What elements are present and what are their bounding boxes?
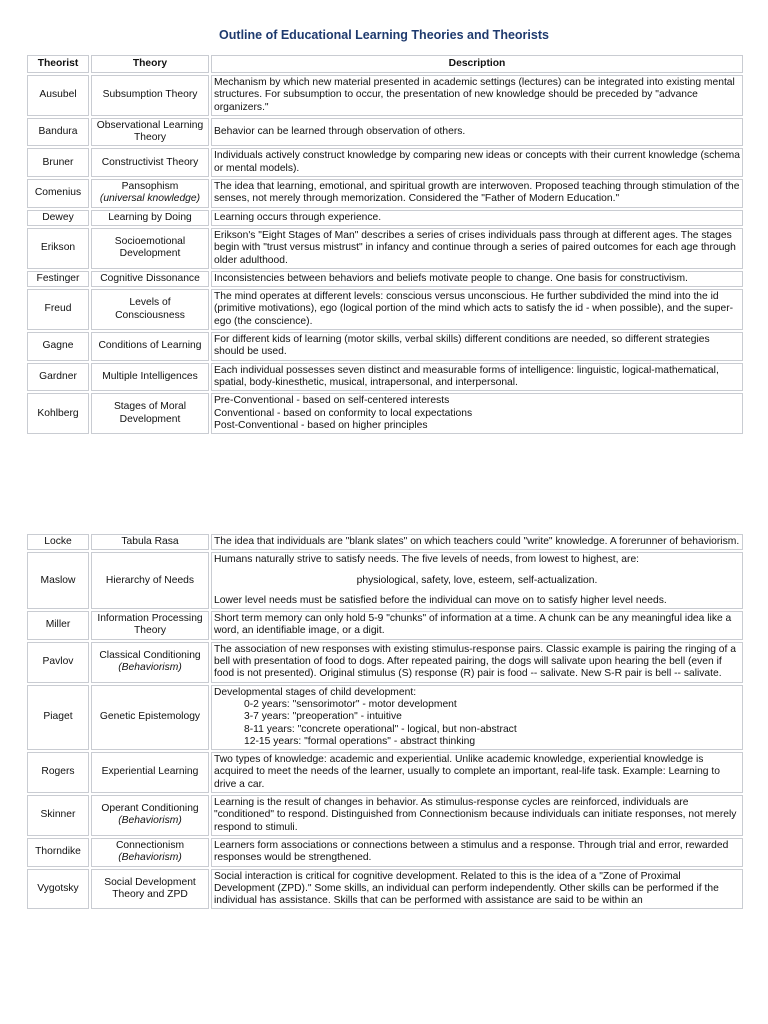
description-cell: The idea that individuals are "blank slates" on which teachers could "write" knowledge. A forerunner of behaviorism.	[211, 534, 743, 550]
theorist-cell: Skinner	[27, 795, 89, 836]
theory-cell	[91, 642, 209, 683]
theory-cell	[91, 795, 209, 836]
theory-cell: Stages of Moral Development	[91, 393, 209, 434]
theory-subtitle: (Behaviorism)	[118, 852, 182, 864]
theories-table-part-2	[25, 532, 745, 911]
description-line: Conventional - based on conformity to local expectations	[214, 407, 473, 419]
theory-subtitle: (universal knowledge)	[99, 193, 201, 205]
table-row	[27, 179, 743, 208]
theorist-cell: Bandura	[27, 118, 89, 147]
theory-cell: Hierarchy of Needs	[91, 552, 209, 609]
theory-name: Classical Conditioning	[99, 649, 201, 661]
description-cell: Learning occurs through experience.	[211, 210, 743, 226]
table-row	[27, 869, 743, 910]
theory-cell	[91, 611, 209, 640]
description-line: physiological, safety, love, esteem, self-actualization.	[356, 574, 598, 586]
theorist-cell: Rogers	[27, 752, 89, 793]
theorist-cell: Thorndike	[27, 838, 89, 867]
table-row	[27, 148, 743, 177]
header-description: Description	[211, 55, 743, 73]
theorist-cell: Erikson	[27, 228, 89, 269]
description-cell: The idea that learning, emotional, and spiritual growth are interwoven. Proposed teaching through stimulation of the senses, not merely through memorization. Considered the "Father of Modern Education."	[211, 179, 743, 208]
description-line: Post-Conventional - based on higher principles	[214, 419, 428, 431]
theory-name: Conditions of Learning	[98, 340, 202, 352]
description-line: 12-15 years: "formal operations" - abstract thinking	[244, 735, 476, 747]
table-row	[27, 210, 743, 226]
description-cell: Mechanism by which new material presented in academic settings (lectures) can be integrated into existing mental structures. For subsumption to occur, the presentation of new knowledge should be preceded by "advance organizers."	[211, 75, 743, 116]
table-row	[27, 838, 743, 867]
table-row	[27, 363, 743, 392]
table-row	[27, 75, 743, 116]
description-cell: Behavior can be learned through observation of others.	[211, 118, 743, 147]
theory-name: Pansophism	[121, 181, 179, 193]
theory-cell	[91, 869, 209, 910]
theorist-cell: Vygotsky	[27, 869, 89, 910]
theorist-cell: Festinger	[27, 271, 89, 287]
theorist-cell: Pavlov	[27, 642, 89, 683]
theory-name: Multiple Intelligences	[102, 370, 198, 382]
description-cell: For different kids of learning (motor skills, verbal skills) different conditions are needed, so different strategies should be used.	[211, 332, 743, 361]
header-theorist: Theorist	[27, 55, 89, 73]
theorist-cell: Gagne	[27, 332, 89, 361]
theorist-cell: Miller	[27, 611, 89, 640]
theory-cell	[91, 148, 209, 177]
theory-cell	[91, 210, 209, 226]
theorist-cell: Dewey	[27, 210, 89, 226]
description-cell: Social interaction is critical for cognitive development. Related to this is the idea of a "Zone of Proximal Development (ZPD)." Some skills, an individual can perform independently. Other skills can be performed if the individual has assistance. Skills that can be performed with assistance are said to be within an	[211, 869, 743, 910]
description-cell: Learning is the result of changes in behavior. As stimulus-response cycles are reinforced, individuals are "conditioned" to respond. Distinguished from Connectionism because individuals can initiate responses, not merely respond to stimuli.	[211, 795, 743, 836]
theorist-cell: Bruner	[27, 148, 89, 177]
theory-name: Experiential Learning	[101, 766, 199, 778]
description-cell: The association of new responses with existing stimulus-response pairs. Classic example is pairing the ringing of a bell with presentation of food to dogs. After repeated pairing, the dogs will salivate upon hearing the bell (even if food is not presented). Original stimulus (S) response (R) pair is food -- salivate. New S-R pair is bell -- salivate.	[211, 642, 743, 683]
description-cell: Short term memory can only hold 5-9 "chunks" of information at a time. A chunk can be any meaningful idea like a word, an identifiable image, or a digit.	[211, 611, 743, 640]
theory-name: Operant Conditioning	[101, 803, 199, 815]
table-row	[27, 534, 743, 550]
theorist-cell: Ausubel	[27, 75, 89, 116]
theory-name: Cognitive Dissonance	[100, 272, 200, 284]
theory-name: Socioemotional Development	[114, 236, 186, 260]
description-cell: Two types of knowledge: academic and experiential. Unlike academic knowledge, experiential knowledge is acquired to meet the needs of the learner, usually to complete an important, real-life task. Example: Learning to drive a car.	[211, 752, 743, 793]
theory-cell	[91, 179, 209, 208]
table-row	[27, 289, 743, 330]
theory-cell	[91, 752, 209, 793]
theory-cell: Genetic Epistemology	[91, 685, 209, 750]
theory-subtitle: (Behaviorism)	[118, 662, 182, 674]
table-row	[27, 642, 743, 683]
theorist-cell: Gardner	[27, 363, 89, 392]
page-title: Outline of Educational Learning Theories and Theorists	[219, 28, 549, 42]
theorist-cell: Freud	[27, 289, 89, 330]
theory-name: Levels of Consciousness	[115, 297, 185, 321]
theorist-cell: Maslow	[27, 552, 89, 609]
description-cell: Learners form associations or connections between a stimulus and a response. Through trial and error, rewarded responses would be strengthened.	[211, 838, 743, 867]
header-theory: Theory	[91, 55, 209, 73]
table-row	[27, 118, 743, 147]
theory-cell: Tabula Rasa	[91, 534, 209, 550]
theory-name: Information Processing Theory	[97, 613, 203, 637]
description-cell: Individuals actively construct knowledge by comparing new ideas or concepts with their current knowledge (schema or mental models).	[211, 148, 743, 177]
description-cell: The mind operates at different levels: conscious versus unconscious. He further subdivided the mind into the id (primitive motivations), ego (logical portion of the mind which acts to satisfy the id - when possible), and the super-ego (the conscience).	[211, 289, 743, 330]
description-line: 3-7 years: "preoperation" - intuitive	[244, 711, 402, 723]
description-cell	[211, 393, 743, 434]
description-cell	[211, 552, 743, 609]
description-line: 0-2 years: "sensorimotor" - motor development	[244, 698, 457, 710]
table-header-row	[27, 55, 743, 73]
theorist-cell: Kohlberg	[27, 393, 89, 434]
theory-cell	[91, 228, 209, 269]
description-line: 8-11 years: "concrete operational" - logical, but non-abstract	[244, 723, 517, 735]
theories-table-part-1	[25, 53, 745, 436]
table-row	[27, 611, 743, 640]
theory-cell	[91, 118, 209, 147]
table-row	[27, 393, 743, 434]
theory-name: Observational Learning Theory	[96, 119, 204, 144]
theorist-cell: Locke	[27, 534, 89, 550]
theory-name: Subsumption Theory	[102, 89, 198, 101]
description-cell: Erikson's "Eight Stages of Man" describes a series of crises individuals pass through at different ages. The stages begin with "trust versus mistrust" in infancy and continue through a series of paired outcomes for each age through older adulthood.	[211, 228, 743, 269]
theory-subtitle: (Behaviorism)	[118, 815, 182, 827]
description-line: Lower level needs must be satisfied before the individual can move on to satisfy higher level needs.	[214, 594, 667, 606]
description-cell: Each individual possesses seven distinct and measurable forms of intelligence: linguistic, logical-mathematical, spatial, body-kinesthetic, musical, intrapersonal, and interpersonal.	[211, 363, 743, 392]
table-row	[27, 332, 743, 361]
theory-name: Constructivist Theory	[101, 156, 199, 168]
theory-cell	[91, 363, 209, 392]
theory-cell	[91, 289, 209, 330]
theorist-cell: Comenius	[27, 179, 89, 208]
table-row	[27, 795, 743, 836]
theory-name: Learning by Doing	[108, 211, 192, 223]
theory-name: Social Development Theory and ZPD	[104, 876, 196, 900]
theory-cell	[91, 838, 209, 867]
theorist-cell: Piaget	[27, 685, 89, 750]
description-cell: Inconsistencies between behaviors and beliefs motivate people to change. One basis for constructivism.	[211, 271, 743, 287]
table-row	[27, 228, 743, 269]
theory-cell	[91, 75, 209, 116]
table-row	[27, 271, 743, 287]
description-line: Pre-Conventional - based on self-centered interests	[214, 395, 450, 407]
table-row	[27, 552, 743, 609]
table-row	[27, 752, 743, 793]
description-line: Humans naturally strive to satisfy needs. The five levels of needs, from lowest to highest, are:	[214, 554, 640, 566]
theory-cell	[91, 271, 209, 287]
table-row	[27, 685, 743, 750]
description-cell	[211, 685, 743, 750]
description-line: Developmental stages of child development:	[214, 686, 417, 698]
theory-cell	[91, 332, 209, 361]
theory-name: Connectionism	[115, 839, 185, 851]
